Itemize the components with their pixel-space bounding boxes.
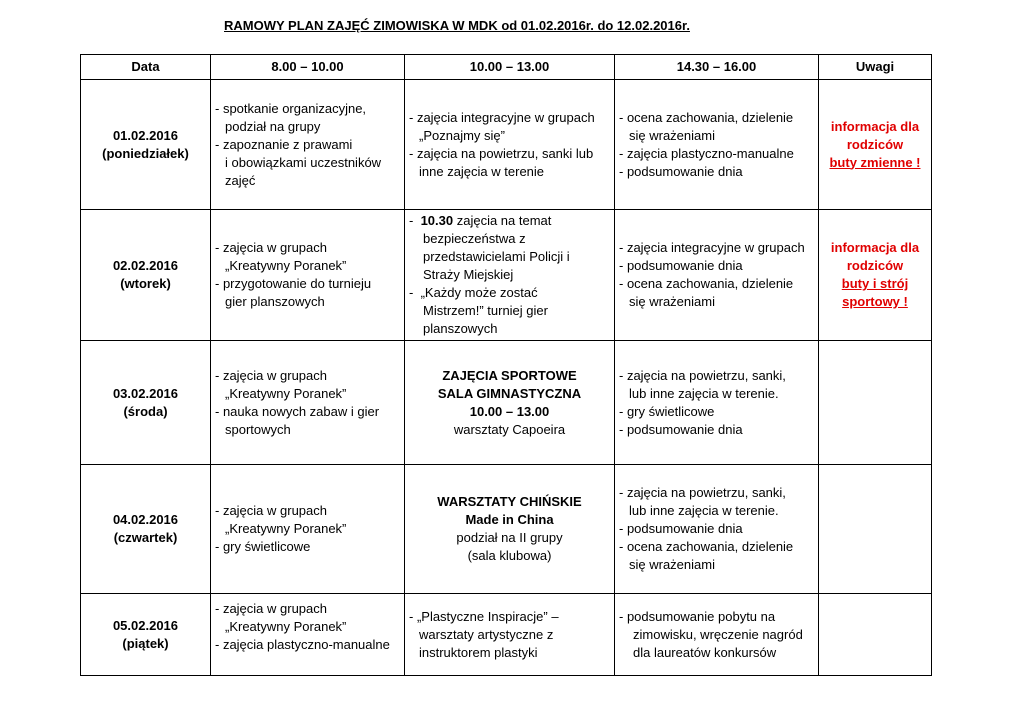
note-line: informacja dla [830, 240, 920, 255]
header-notes: Uwagi [819, 55, 932, 80]
activity: - zajęcia plastyczno-manualne [215, 637, 390, 652]
date: 03.02.2016 [112, 385, 179, 401]
activity: - zajęcia na powietrzu, sanki, [619, 367, 786, 383]
activity: - podsumowanie dnia [619, 163, 743, 179]
slot-3-cell [615, 594, 819, 676]
date-cell [81, 80, 211, 210]
activity-cont: sportowych [225, 421, 291, 437]
activity-cont: inne zajęcia w terenie [419, 163, 545, 179]
activity-cont: gier planszowych [225, 294, 325, 309]
table-row [81, 594, 932, 676]
activity: - przygotowanie do turnieju [215, 276, 372, 291]
event-desc: podział na II grupy [456, 530, 563, 545]
activity: - ocena zachowania, dzielenie [619, 276, 794, 291]
activity-cont: zajęć [225, 172, 256, 188]
activity-cont: instruktorem plastyki [419, 645, 538, 660]
activity: - zajęcia w grupach [215, 601, 327, 616]
weekday: (czwartek) [113, 530, 178, 545]
activity-cont: się wrażeniami [629, 127, 715, 143]
activity-cont: lub inne zajęcia w terenie. [629, 385, 779, 401]
activity: - spotkanie organizacyjne, [215, 100, 367, 116]
activity: - „Plastyczne Inspiracje” – [409, 609, 559, 624]
activity: - „Każdy może zostać [409, 285, 538, 300]
event-subtitle: Made in China [465, 512, 554, 527]
activity: - zajęcia w grupach [215, 240, 327, 255]
activity: - zajęcia na powietrzu, sanki lub [409, 145, 594, 161]
activity: - zajęcia integracyjne w grupach [619, 240, 805, 255]
activity-cont: lub inne zajęcia w terenie. [629, 503, 779, 518]
notes-cell [819, 465, 932, 594]
note-line: rodziców [846, 136, 904, 152]
notes-cell [819, 594, 932, 676]
table-row [81, 465, 932, 594]
date: 05.02.2016 [112, 617, 179, 633]
activity: - ocena zachowania, dzielenie [619, 539, 794, 554]
weekday: (poniedziałek) [102, 145, 189, 161]
activity-cont: Straży Miejskiej [423, 267, 514, 282]
activity: - podsumowanie dnia [619, 421, 743, 437]
activity: - gry świetlicowe [215, 539, 311, 554]
header-slot-3: 14.30 – 16.00 [615, 55, 819, 80]
activity-cont: zimowisku, wręczenie nagród [633, 627, 803, 642]
slot-1-cell [211, 594, 405, 676]
event-title: WARSZTATY CHIŃSKIE [437, 494, 582, 509]
notes-cell [819, 210, 932, 341]
activity: - podsumowanie dnia [619, 521, 743, 536]
activity-cont: dla laureatów konkursów [633, 645, 777, 660]
activity-time: 10.30 [420, 213, 454, 228]
activity-cont: podział na grupy [225, 118, 321, 134]
note-line: sportowy ! [842, 294, 908, 309]
activity-cont: Mistrzem!” turniej gier [423, 303, 548, 318]
activity: - ocena zachowania, dzielenie [619, 109, 794, 125]
event-title: ZAJĘCIA SPORTOWE [442, 367, 577, 383]
weekday: (środa) [123, 403, 168, 419]
activity: - zajęcia na powietrzu, sanki, [619, 485, 786, 500]
slot-1-cell [211, 80, 405, 210]
date: 01.02.2016 [112, 127, 179, 143]
activity-cont: się wrażeniami [629, 557, 715, 572]
event-time: 10.00 – 13.00 [469, 403, 550, 419]
date: 02.02.2016 [112, 258, 179, 273]
slot-2-cell [405, 465, 615, 594]
activity-cont: planszowych [423, 321, 498, 336]
event-desc: warsztaty Capoeira [453, 421, 566, 437]
slot-1-cell [211, 341, 405, 465]
activity-text: „Każdy może zostać [420, 285, 538, 300]
weekday: (wtorek) [120, 276, 171, 291]
activity: - zajęcia integracyjne w grupach [409, 109, 595, 125]
activity-cont: „Kreatywny Poranek” [225, 619, 347, 634]
slot-2-cell [405, 341, 615, 465]
activity-cont: „Kreatywny Poranek” [225, 258, 347, 273]
slot-3-cell [615, 210, 819, 341]
slot-3-cell [615, 341, 819, 465]
header-date: Data [81, 55, 211, 80]
notes-cell [819, 341, 932, 465]
table-row [81, 341, 932, 465]
schedule-table [80, 54, 932, 676]
note-line: rodziców [846, 258, 904, 273]
date-cell [81, 465, 211, 594]
activity-cont: „Poznajmy się” [419, 127, 505, 143]
activity: - gry świetlicowe [619, 403, 715, 419]
header-slot-2: 10.00 – 13.00 [405, 55, 615, 80]
event-location: SALA GIMNASTYCZNA [437, 385, 582, 401]
activity: - 10.30 zajęcia na temat [409, 213, 552, 228]
slot-2-cell [405, 210, 615, 341]
activity-text: zajęcia na temat [453, 213, 552, 228]
note-line: informacja dla [830, 118, 920, 134]
page-title: RAMOWY PLAN ZAJĘĆ ZIMOWISKA W MDK od 01.02.2016r. do 12.02.2016r. [224, 18, 690, 33]
date: 04.02.2016 [112, 512, 179, 527]
activity: - zajęcia w grupach [215, 503, 327, 518]
weekday: (piątek) [122, 635, 169, 651]
activity: - nauka nowych zabaw i gier [215, 403, 380, 419]
notes-cell [819, 80, 932, 210]
activity-cont: „Kreatywny Poranek” [225, 521, 347, 536]
activity-cont: bezpieczeństwa z [423, 231, 526, 246]
slot-1-cell [211, 210, 405, 341]
activity-cont: przedstawicielami Policji i [423, 249, 570, 264]
note-line: buty i strój [841, 276, 909, 291]
activity: - podsumowanie pobytu na [619, 609, 776, 624]
activity-cont: „Kreatywny Poranek” [225, 385, 347, 401]
header-row [81, 55, 932, 80]
table-row [81, 210, 932, 341]
slot-1-cell [211, 465, 405, 594]
activity: - zajęcia w grupach [215, 367, 327, 383]
table-row [81, 80, 932, 210]
slot-3-cell [615, 80, 819, 210]
activity-cont: się wrażeniami [629, 294, 715, 309]
slot-2-cell [405, 80, 615, 210]
note-line: buty zmienne ! [829, 154, 921, 170]
slot-3-cell [615, 465, 819, 594]
activity-cont: i obowiązkami uczestników [225, 154, 382, 170]
date-cell [81, 341, 211, 465]
activity-cont: warsztaty artystyczne z [419, 627, 554, 642]
activity: - podsumowanie dnia [619, 258, 743, 273]
date-cell [81, 210, 211, 341]
activity: - zapoznanie z prawami [215, 136, 353, 152]
activity: - zajęcia plastyczno-manualne [619, 145, 794, 161]
slot-2-cell [405, 594, 615, 676]
date-cell [81, 594, 211, 676]
header-slot-1: 8.00 – 10.00 [211, 55, 405, 80]
event-location: (sala klubowa) [467, 548, 552, 563]
